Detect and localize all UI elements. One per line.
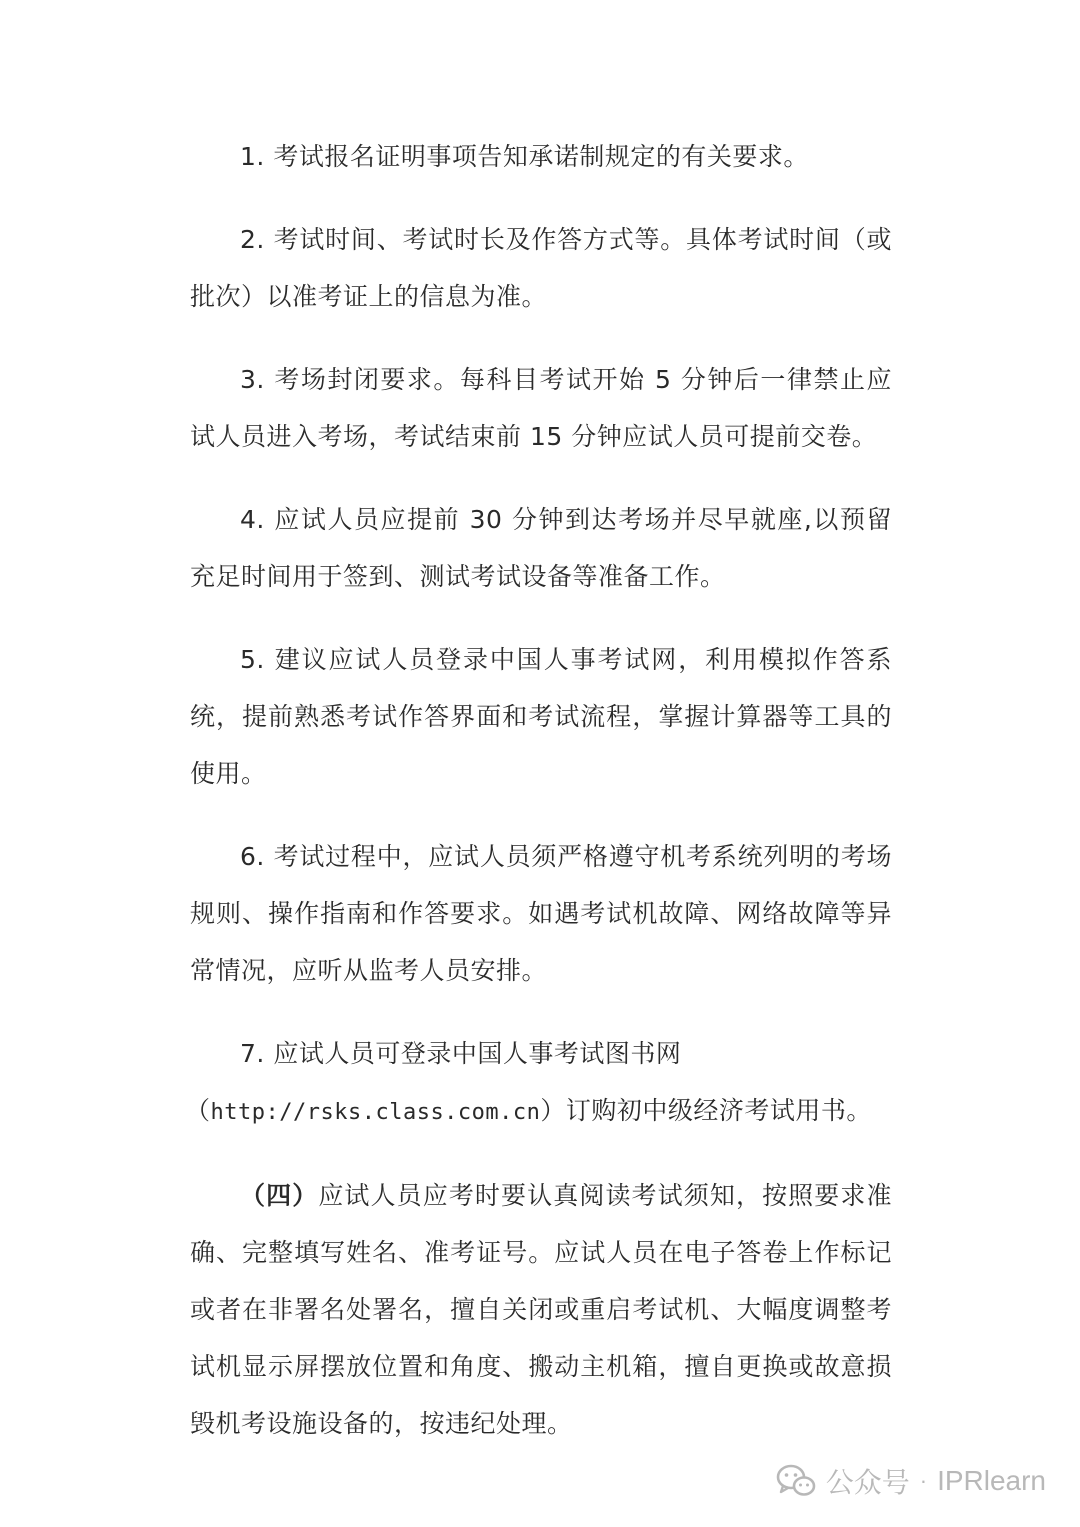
book-site-link[interactable]: http://rsks.class.com.cn [210,1100,541,1125]
item-text: 建议应试人员登录中国人事考试网，利用模拟作答系统，提前熟悉考试作答界面和考试流程，掌握计算器等工具的使用。 [190,645,892,788]
list-item [185,1025,892,1141]
item-number: 6. [240,842,265,871]
item-number: 7. [240,1039,265,1068]
list-item [190,631,892,802]
item-number: 3. [240,365,265,394]
url-line [185,1082,892,1141]
list-item [190,491,892,605]
watermark-separator: · [919,1468,928,1493]
item-number: 1. [240,142,265,171]
section-paragraph [190,1167,892,1452]
section-text: 应试人员应考时要认真阅读考试须知，按照要求准确、完整填写姓名、准考证号。应试人员在电子答卷上作标记或者在非署名处署名，擅自关闭或重启考试机、大幅度调整考试机显示屏摆放位置和角度、搬动主机箱，擅自更换或故意损毁机考设施设备的，按违纪处理。 [190,1181,892,1438]
url-close-text: ）订购初中级经济考试用书。 [540,1096,872,1125]
item-number: 2. [240,225,265,254]
item-text: 考试报名证明事项告知承诺制规定的有关要求。 [273,142,809,171]
list-item [190,351,892,465]
list-item [190,128,892,185]
watermark-label: 公众号 [825,1467,910,1498]
item-text: 考试时间、考试时长及作答方式等。具体考试时间（或批次）以准考证上的信息为准。 [190,225,892,311]
item-text: 应试人员可登录中国人事考试图书网 [273,1039,682,1068]
watermark-account: IPRlearn [937,1465,1046,1496]
item-number: 5. [240,645,265,674]
section-label: （四） [240,1181,319,1210]
document-body [185,128,893,1478]
item-text: 考试过程中，应试人员须严格遵守机考系统列明的考场规则、操作指南和作答要求。如遇考试机故障、网络故障等异常情况，应听从监考人员安排。 [190,842,892,985]
url-open-paren: （ [185,1096,211,1125]
list-item [190,828,892,999]
item-text: 考场封闭要求。每科目考试开始 5 分钟后一律禁止应试人员进入考场，考试结束前 15 分钟应试人员可提前交卷。 [190,365,892,451]
watermark [776,1461,1046,1501]
item-text: 应试人员应提前 30 分钟到达考场并尽早就座,以预留充足时间用于签到、测试考试设备等准备工作。 [190,505,893,591]
list-item [190,211,892,325]
item-number: 4. [240,505,265,534]
wechat-icon [776,1464,816,1498]
